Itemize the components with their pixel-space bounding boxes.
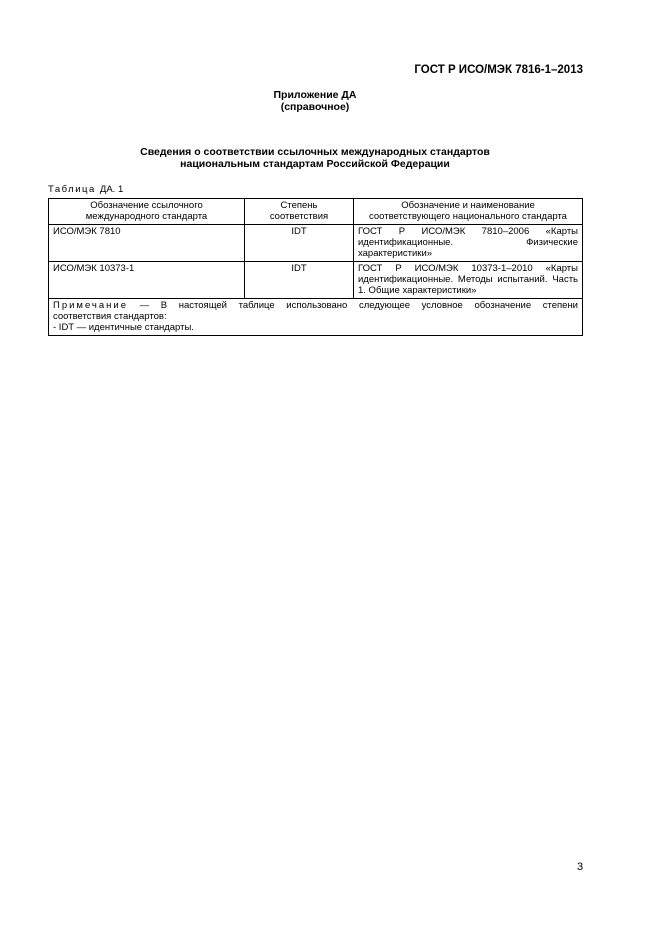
cell-national-standard: ГОСТ Р ИСО/МЭК 7810–2006 «Карты идентификационные. Физические характеристики» (354, 225, 583, 262)
standards-correspondence-table (48, 198, 583, 336)
table-row (49, 225, 583, 262)
cell-international-standard: ИСО/МЭК 10373-1 (49, 262, 245, 299)
header-line: соответствия (269, 211, 329, 222)
table-caption-number: ДА. 1 (99, 184, 124, 195)
table-header-row (49, 199, 583, 225)
header-line: Степень (280, 200, 318, 211)
annex-title: Приложение ДА (273, 89, 357, 101)
table-note (49, 299, 583, 336)
section-title-line-1: Сведения о соответствии ссылочных международных стандартов (140, 146, 490, 158)
note-text: — В настоящей таблице использовано следующее условное обозначение степени (139, 300, 578, 311)
cell-degree: IDT (245, 225, 354, 262)
table-note-row (49, 299, 583, 336)
header-line: соответствующего национального стандарта (369, 211, 567, 222)
note-line-1 (53, 300, 578, 311)
header-line: Обозначение и наименование (401, 200, 535, 211)
header-national-standard (354, 199, 583, 225)
note-line-2: соответствия стандартов: (53, 311, 167, 322)
header-line: международного стандарта (85, 211, 208, 222)
table-caption-label: Таблица (48, 184, 96, 195)
cell-international-standard: ИСО/МЭК 7810 (49, 225, 245, 262)
header-line: Обозначение ссылочного (90, 200, 203, 211)
section-title-line-2: национальным стандартам Российской Федерации (180, 158, 450, 170)
header-international-standard (49, 199, 245, 225)
annex-heading (0, 89, 630, 113)
cell-national-standard: ГОСТ Р ИСО/МЭК 10373-1–2010 «Карты идентификационные. Методы испытаний. Часть 1. Общие характеристики» (354, 262, 583, 299)
document-code: ГОСТ Р ИСО/МЭК 7816-1–2013 (414, 64, 583, 76)
note-label: Примечание (53, 300, 128, 311)
annex-subtitle: (справочное) (280, 101, 350, 113)
page-number: 3 (577, 861, 584, 873)
note-line-3: - IDT — идентичные стандарты. (53, 322, 194, 333)
section-title (0, 146, 630, 170)
header-degree (245, 199, 354, 225)
table-caption (48, 184, 123, 195)
cell-degree: IDT (245, 262, 354, 299)
table-row (49, 262, 583, 299)
